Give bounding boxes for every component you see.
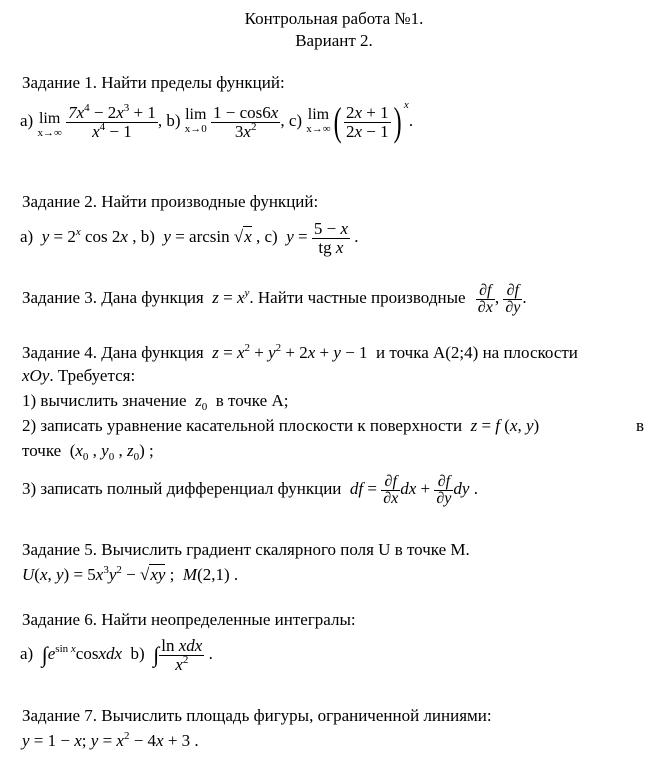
task-6-heading: Задание 6. Найти неопределенные интегралы: bbox=[22, 610, 356, 629]
task-4-item-1: 1) вычислить значение $z_0$ в точке A; bbox=[22, 391, 289, 413]
task-5-heading: Задание 5. Вычислить градиент скалярного поля U в точке M. bbox=[22, 540, 470, 559]
task-7-heading: Задание 7. Вычислить площадь фигуры, ограниченной линиями: bbox=[22, 706, 492, 725]
task-4-item-3: 3) записать полный дифференциал функции df = $\frac{\partial f}{\partial x}$ dx + $\frac{\partial f}{\partial y}$ dy . bbox=[22, 472, 478, 507]
task-4-line-2: xOy. Требуется: bbox=[22, 366, 136, 385]
task-3-tail: . Найти частные производные bbox=[249, 288, 466, 307]
task-4-item-2-cont: точке ($x_0$ , $y_0$ , $z_0$) ; bbox=[22, 441, 154, 463]
task-4-item-2-text: 2) записать уравнение касательной плоскости к поверхности bbox=[22, 416, 463, 435]
task-3-label: Задание 3. Дана функция bbox=[22, 288, 204, 307]
task-4-item-2-tail: в bbox=[635, 416, 644, 435]
task-4-item-3-text: 3) записать полный дифференциал функции bbox=[22, 479, 342, 498]
task-1-heading: Задание 1. Найти пределы функций: bbox=[22, 73, 285, 92]
task-2-formulas: a) $y = 2^x$ cos 2x , b) y = arcsin √x , c) y = $\frac{5 - x}{\text{tg x}}$ . bbox=[20, 218, 359, 257]
task-4-item-2: 2) записать уравнение касательной плоскости к поверхности z = f (x, y) в bbox=[22, 416, 644, 435]
task-4-item-1-tail: в точке A; bbox=[215, 391, 289, 410]
task-4-label: Задание 4. Дана функция bbox=[22, 343, 204, 362]
task-4-item-2-point-label: точке bbox=[22, 441, 62, 460]
variant-title: Вариант 2. bbox=[295, 31, 373, 50]
task-4-line-1: Задание 4. Дана функция $z = x^2 + y^2 + 2x + y - 1$ и точка A(2;4) на плоскости bbox=[22, 342, 578, 362]
task-5-formula: U(x, $y) = 5x^3y^2 - √xy$ ; M(2,1) . bbox=[22, 564, 239, 584]
task-3-line: Задание 3. Дана функция $z = x^y$. Найти частные производные $\frac{\partial f}{\partial x}$ , $\frac{\partial f}{\partial y}$ . bbox=[22, 281, 527, 316]
task-4-line-2-text: . Требуется: bbox=[49, 366, 136, 385]
task-4-item-1-text: 1) вычислить значение bbox=[22, 391, 187, 410]
task-7-formula: y = 1 − x; $y = x^2 - 4x + 3$ . bbox=[22, 730, 199, 750]
task-2-heading: Задание 2. Найти производные функций: bbox=[22, 192, 319, 211]
task-1-formulas: a) lim x→∞ $\frac{7x^4 - 2x^3 + 1}{x^4 - 1}$ , b) lim x→0 $\frac{1 - \cos 6x}{3x^2}$ , c) lim x→∞ ( $\frac{2x + 1}{2x - 1}$ ) $^x$. bbox=[20, 99, 414, 145]
document-title: Контрольная работа №1. bbox=[244, 9, 424, 28]
task-6-formulas: a) $\int e^{sin x}cosxdx$ b) ∫ $\frac{\text{ln xdx}}{x^2}$ . bbox=[20, 635, 213, 674]
task-4-tail: и точка A(2;4) на плоскости bbox=[376, 343, 578, 362]
